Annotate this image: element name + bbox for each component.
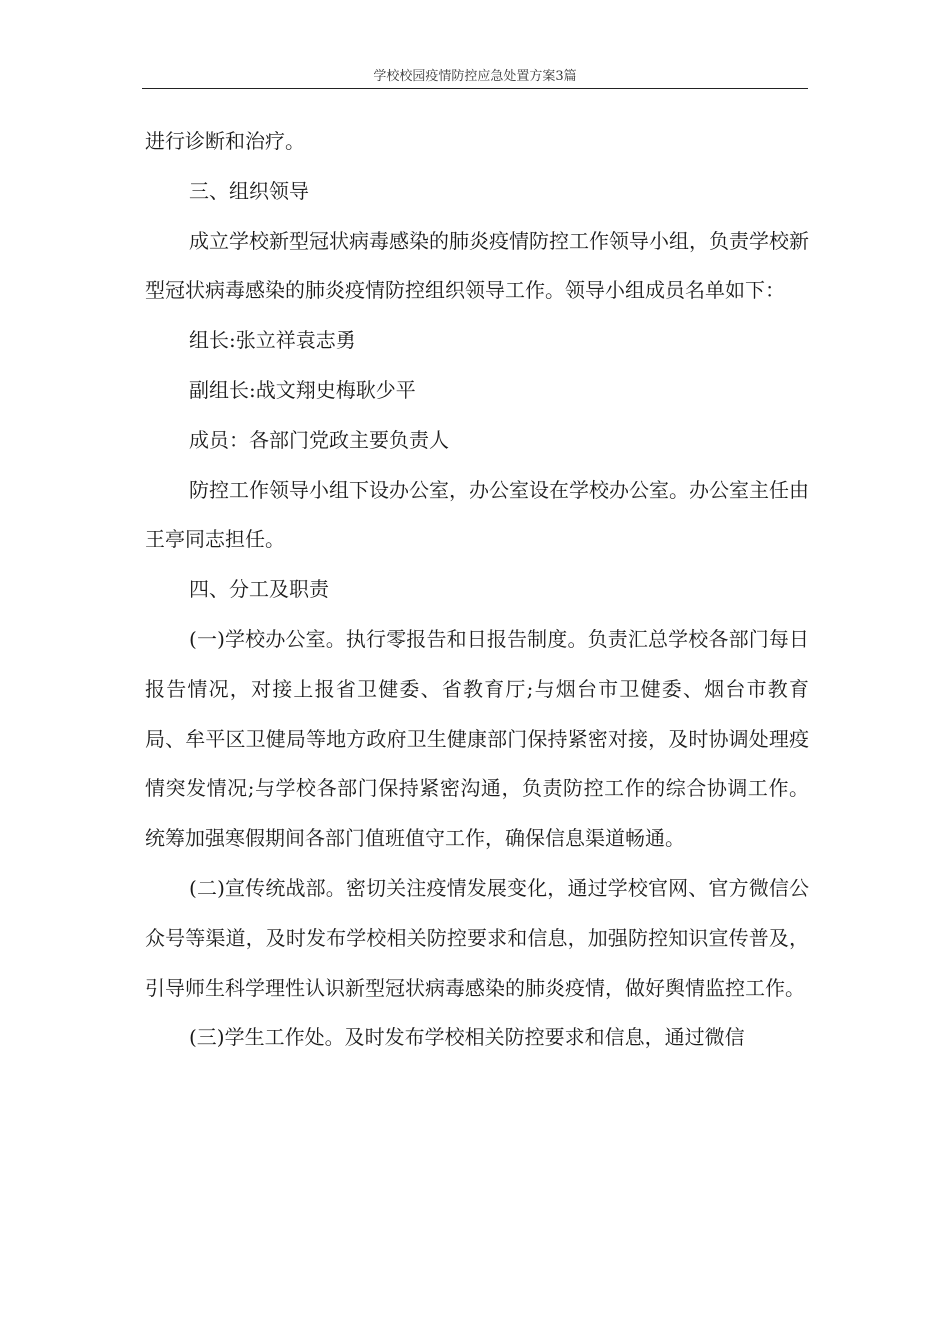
paragraph-publicity-dept: (二)宣传统战部。密切关注疫情发展变化，通过学校官网、官方微信公众号等渠道，及时发布学校相关防控要求和信息，加强防控知识宣传普及，引导师生科学理性认识新型冠状病毒感染的肺炎疫情，做好舆情监控工作。 (145, 875, 809, 1000)
section-heading-duties: 四、分工及职责 (189, 577, 329, 602)
paragraph-student-affairs: (三)学生工作处。及时发布学校相关防控要求和信息，通过微信 (189, 1025, 745, 1050)
group-leader-line: 组长:张立祥袁志勇 (189, 328, 356, 353)
paragraph-continuation: 进行诊断和治疗。 (145, 129, 305, 153)
paragraph-school-office: (一)学校办公室。执行零报告和日报告制度。负责汇总学校各部门每日报告情况，对接上报省卫健委、省教育厅;与烟台市卫健委、烟台市教育局、牟平区卫健局等地方政府卫生健康部门保持紧密对接，及时协调处理疫情突发情况;与学校各部门保持紧密沟通，负责防控工作的综合协调工作。统筹加强寒假期间各部门值班值守工作，确保信息渠道畅通。 (145, 626, 809, 851)
header-divider (142, 88, 808, 89)
section-heading-organization: 三、组织领导 (189, 178, 309, 203)
deputy-leader-line: 副组长:战文翔史梅耿少平 (189, 377, 416, 402)
running-header: 学校校园疫情防控应急处置方案3篇 (373, 69, 577, 84)
paragraph-office: 防控工作领导小组下设办公室，办公室设在学校办公室。办公室主任由王亭同志担任。 (145, 477, 809, 552)
members-line: 成员：各部门党政主要负责人 (189, 427, 449, 452)
document-body (145, 117, 809, 1063)
paragraph-leading-group: 成立学校新型冠状病毒感染的肺炎疫情防控工作领导小组，负责学校新型冠状病毒感染的肺炎疫情防控组织领导工作。领导小组成员名单如下： (145, 228, 809, 303)
